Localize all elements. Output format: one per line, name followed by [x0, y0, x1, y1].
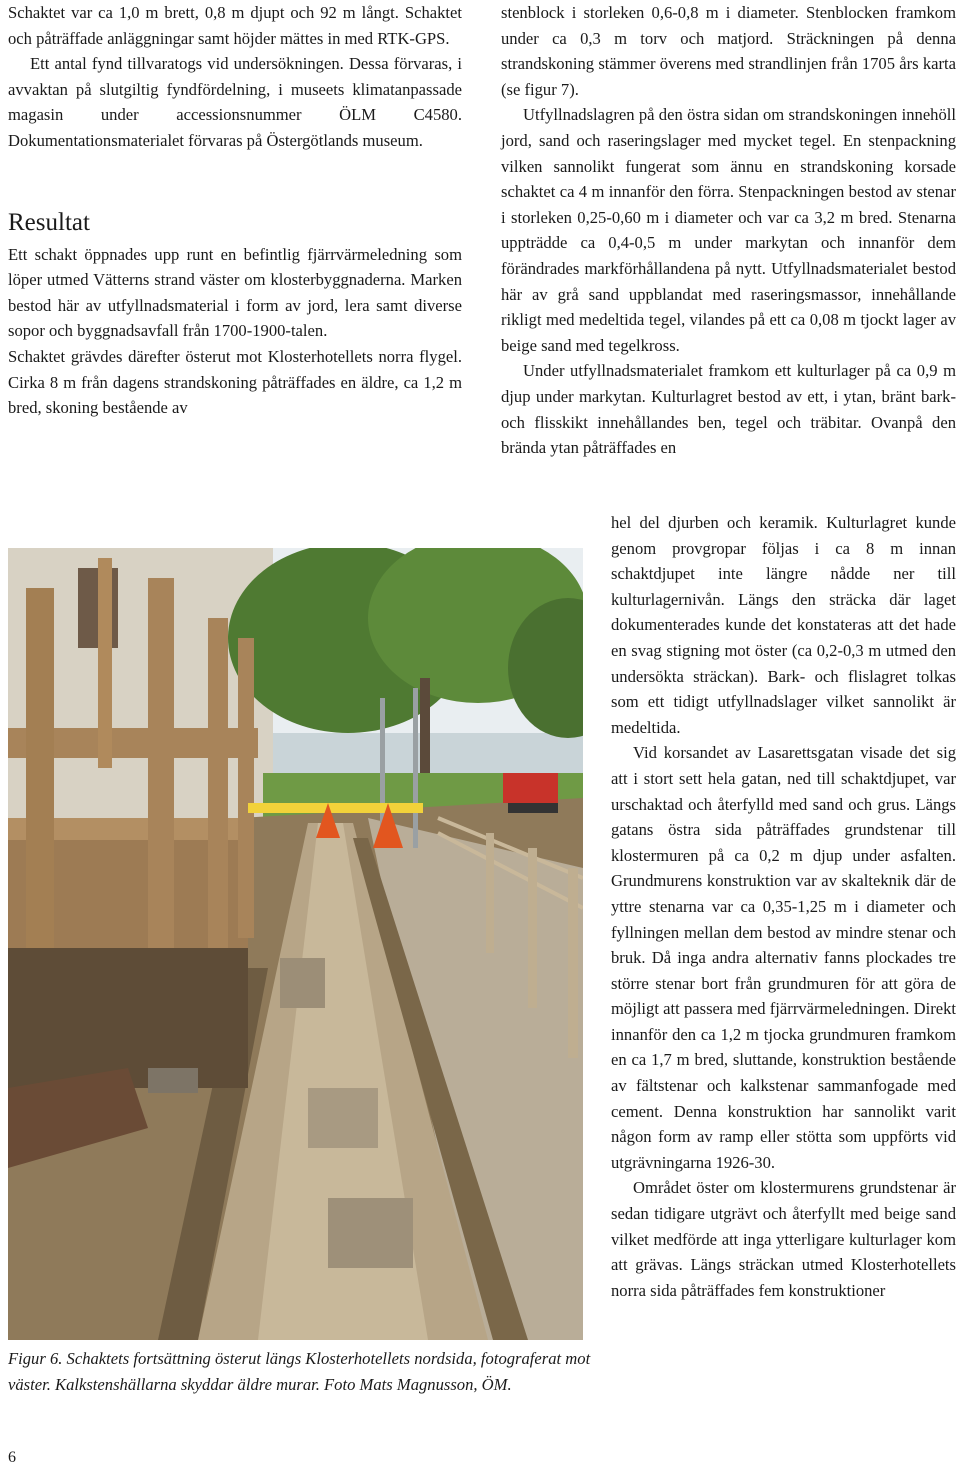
- right-paragraph-3: Under utfyllnadsmaterialet framkom ett kulturlager på ca 0,9 m djup under markytan. Kulturlagret bestod av ett, i ytan, bränt bark- och flisskikt innehållandes ben, tegel och träbitar. Ovanpå den brända ytan påträffades en: [501, 361, 956, 458]
- figure-caption: Figur 6. Schaktets fortsättning österut längs Klosterhotellets nordsida, fotograferat mot väster. Kalkstenshällarna skyddar äldre murar. Foto Mats Magnusson, ÖM.: [8, 1349, 591, 1394]
- section-spacer: [8, 154, 462, 208]
- photo-fence-post-1: [486, 833, 494, 953]
- photo-post-5: [98, 558, 112, 768]
- page-number: 6: [8, 1449, 16, 1466]
- photo-stone-slab-2: [308, 1088, 378, 1148]
- right-paragraph-2: Utfyllnadslagren på den östra sidan om strandskoningen innehöll jord, sand och raseringslager med mycket tegel. En stenpackning vilken sannolikt fungerat som ännu en strandskoning korsade schaktet ca 4 m innanför den förra. Stenpackningen bestod av stenar i storleken 0,25-0,60 m i diameter och var ca 3,2 m bred. Stenarna uppträdde ca 0,4-0,5 m under markytan och innanför dem förändrades markförhållandena på nytt. Utfyllnadsmaterialet bestod här av grå sand uppblandat med raseringsmassor, innehållande rikligt med medeltida tegel, vilandes på ett ca 0,08 m tjockt lager av beige sand med tegelkross.: [501, 105, 956, 355]
- narrow-paragraph-1: hel del djurben och keramik. Kulturlagret kunde genom provgropar följas i ca 8 m innan schaktdjupet inte längre nådde ner till kulturlagernivån. Längs den sträcka där laget dokumenterades kunde det konstateras att det hade en svag stigning mot öster (ca 0,2-0,3 m utmed den undersökta sträckan). Bark- och flislagret tolkas som ett tidigt utfyllnadslager vilket sannolikt är medeltida.: [611, 513, 956, 737]
- photo-fence-post-3: [568, 868, 578, 1058]
- result-paragraph-1: Ett schakt öppnades upp runt en befintlig fjärrvärmeledning som löper utmed Vätterns strand väster om klosterbyggnaderna. Marken bestod här av utfyllnadsmaterial i form av jord, lera samt diverse sopor och byggnadsavfall från 1700-1900-talen.: [8, 244, 462, 341]
- result-paragraph-2: Schaktet grävdes därefter österut mot Klosterhotellets norra flygel. Cirka 8 m från dagens strandskoning påträffades en äldre, ca 1,2 m bred, skoning bestående av: [8, 346, 462, 418]
- photo-excavator-track: [508, 803, 558, 813]
- photo-post-4: [238, 638, 254, 938]
- photo-barrier: [248, 803, 423, 813]
- photo-deck-shadow: [8, 948, 248, 1088]
- intro-paragraph-2: Ett antal fynd tillvaratogs vid undersökningen. Dessa förvaras, i avvaktan på slutgiltig fyndfördelning, i museets klimatanpassade magasin under accessionsnummer ÖLM C4580. Dokumentationsmaterialet förvaras på Östergötlands museum.: [8, 54, 462, 150]
- section-heading: Resultat: [8, 208, 90, 236]
- narrow-paragraph-3: Området öster om klostermurens grundstenar är sedan tidigare utgrävt och återfyllt med beige sand vilket medförde att inga ytterligare kulturlager kom att grävas. Längs sträckan utmed Klosterhotellets norra sida påträffades fem konstruktioner: [611, 1178, 956, 1300]
- trench-photo-illustration: [8, 548, 583, 1340]
- photo-fence-post-2: [528, 848, 537, 1008]
- left-column: [8, 0, 462, 421]
- right-column-top: [501, 0, 956, 461]
- right-paragraph-1: stenblock i storleken 0,6-0,8 m i diameter. Stenblocken framkom under ca 0,3 m torv och matjord. Sträckningen på denna strandskoning stämmer överens med strandlinjen från 1705 års karta (se figur 7).: [501, 3, 956, 99]
- photo-post-3: [208, 618, 228, 968]
- right-column-narrow: [611, 510, 956, 1303]
- intro-paragraph-1: Schaktet var ca 1,0 m brett, 0,8 m djupt och 92 m långt. Schaktet och påträffade anläggningar samt höjder mättes in med RTK-GPS.: [8, 3, 462, 48]
- trench-photo: [8, 548, 583, 1340]
- photo-stone-slab-1: [280, 958, 325, 1008]
- photo-block: [148, 1068, 198, 1093]
- photo-stone-slab-3: [328, 1198, 413, 1268]
- photo-excavator: [503, 773, 558, 803]
- narrow-paragraph-2: Vid korsandet av Lasarettsgatan visade det sig att i stort sett hela gatan, ned till schaktdjupet, var urschaktad och återfylld med sand och grus. Längs gatans östra sida påträffades grundstenar till klostermuren på ca 0,2 m djup under asfalten. Grundmurens konstruktion var av skalteknik där de yttre stenarna var ca 0,35-1,25 m i diameter och fyllningen mellan dem bestod av mindre stenar och bruk. Då inga andra alternativ fanns plockades tre större stenar bort från grundmuren för att göra de möjligt att passera med fjärrvärmeledningen. Direkt innanför den ca 1,2 m tjocka grundmuren framkom en ca 1,7 m bred, sluttande, konstruktion bestående av fältstenar och kalkstenar sammanfogade med cement. Denna konstruktion har sannolikt varit någon form av ramp eller stötta som uppförts vid utgrävningarna 1926-30.: [611, 743, 956, 1172]
- photo-lamp-post-2: [413, 688, 418, 848]
